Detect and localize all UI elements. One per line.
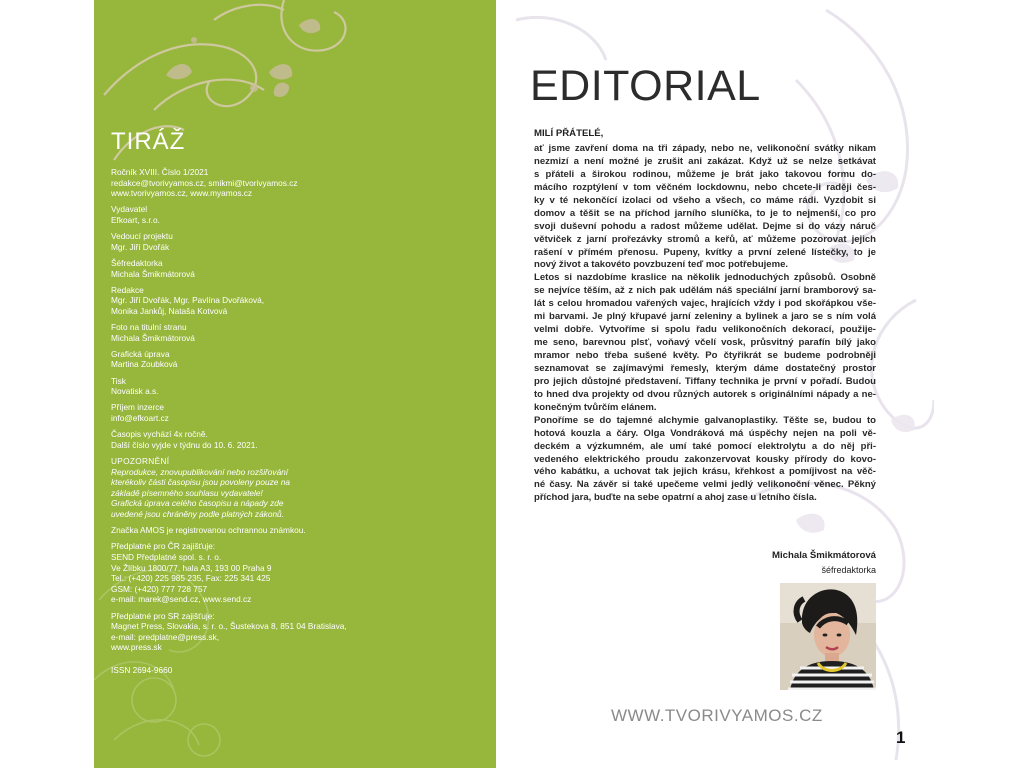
body-line: vého kabátku, a uchovat tak jejich krásu, křehkost a pomíjivost na věč- (534, 466, 876, 478)
project-lead-value: Mgr. Jiří Dvořák (111, 241, 170, 252)
body-line: seznamovat se zajímavými řemesly, kterým dáme dostatečný prostor (534, 362, 876, 374)
body-line: to hned dva projekty od dvou různých autorek s originálními nápady a ne- (534, 388, 876, 400)
project-lead-block (111, 231, 391, 252)
portrait-drawing (780, 583, 876, 690)
graphic-design-block (111, 349, 391, 370)
notice-line: Grafická úprava celého časopisu a nápady zde (111, 498, 284, 509)
body-line: svoji duševní pohodu a radost můžeme udělat. Dejme si do vázy náruč (534, 220, 876, 232)
body-line: nezmizí a není možné je zrušit ani zakázat. Když už se nelze setkávat (534, 155, 876, 167)
body-line: ky v té nekončící izolaci od všeho a všech, co máme rádi. Vyzdobit si (534, 194, 876, 206)
signature-role: šéfredaktorka (821, 565, 876, 575)
body-line: pro jejich důstojné představení. Tiffany technika je první v pořadí. Budou (534, 375, 876, 387)
subscription-cz-line: Ve Žlíbku 1800/77, hala A3, 193 00 Praha 9 (111, 562, 272, 573)
body-line: né časy. Na závěr si také upečeme velmi jedlý velikonoční věnec. Pěkný (534, 479, 876, 491)
salutation: MILÍ PŘÁTELÉ, (534, 128, 604, 139)
notice-block (111, 456, 391, 520)
website-url: WWW.TVORIVYAMOS.CZ (611, 706, 823, 725)
body-line: vedeného elektrického proudu zakonzervovat kousky přírody do kovo- (534, 453, 876, 465)
page-title: EDITORIAL (530, 62, 761, 110)
imprint-title: TIRÁŽ (111, 128, 186, 155)
body-line: ať jsme zavření doma na tři západy, nebo ne, velikonoční svátky nikam (534, 143, 876, 154)
body-line: Ponoříme se do tajemné alchymie galvanoplastiky. Těšte se, budou to (534, 414, 876, 426)
editor-in-chief-label: Šéfredaktorka (111, 257, 163, 268)
editor-in-chief-block (111, 258, 391, 279)
portrait-photo-icon (780, 583, 876, 690)
editor-in-chief-value: Michala Šmikmátorová (111, 268, 195, 279)
subscription-sk-block (111, 611, 391, 653)
body-line: mramor nebo třeba sušené květy. Po čtyřikrát se budeme podrobněji (534, 350, 876, 361)
issn-line: ISSN 2694-9660 (111, 664, 173, 675)
body-line: větviček z jarní prořezávky stromů a keřů, ať můžeme pozorovat jejich (534, 233, 876, 245)
body-line: rašení v přímém přenosu. Pupeny, kvítky a první zelené lístečky, to je (534, 246, 876, 258)
notice-line: kterékoliv části časopisu jsou povoleny pouze na (111, 477, 290, 488)
print-value: Novatisk a.s. (111, 386, 159, 397)
subscription-cz-line: GSM: (+420) 777 728 757 (111, 583, 208, 594)
body-line: deckém a výzkumném, ale umí také pomocí elektrolytu a do něj při- (534, 440, 876, 452)
ads-value: info@efkoart.cz (111, 413, 169, 424)
body-line: Letos si nazdobíme kraslice na několik jednoduchých způsobů. Osobně (534, 272, 876, 284)
cover-photo-label: Foto na titulní stranu (111, 322, 187, 333)
notice-line: Reprodukce, znovupublikování nebo rozšiřování (111, 466, 289, 477)
publisher-value: Efkoart, s.r.o. (111, 214, 160, 225)
notice-line: uvedené jsou chráněny podle platných zákonů. (111, 508, 284, 519)
subscription-cz-line: e-mail: marek@send.cz, www.send.cz (111, 594, 252, 605)
next-issue-line: Další číslo vyjde v týdnu do 10. 6. 2021. (111, 439, 258, 450)
editorial-staff-value: Monika Jankůj, Nataša Kotvová (111, 305, 228, 316)
editorial-staff-block (111, 285, 391, 317)
print-label: Tisk (111, 375, 126, 386)
editorial-body (534, 143, 876, 505)
body-line: mi barvami. Je plný křupavé jarní zeleniny a bylinek a jaro se s ním volá (534, 311, 876, 323)
ads-block (111, 402, 391, 423)
frequency-line: Časopis vychází 4x ročně. (111, 429, 208, 440)
issue-websites: www.tvorivyamos.cz, www.myamos.cz (111, 188, 253, 199)
frequency-block (111, 429, 391, 450)
cover-photo-block (111, 322, 391, 343)
issue-block (111, 167, 391, 199)
body-line: s přáteli a širokou rodinou, můžeme je brát jako takovou formu do- (534, 168, 876, 180)
issue-line: Ročník XVIII. Číslo 1/2021 (111, 167, 209, 177)
subscription-cz-block (111, 541, 391, 605)
subscription-cz-line: Tel.: (+420) 225 985 235, Fax: 225 341 425 (111, 573, 271, 584)
notice-label: UPOZORNĚNÍ (111, 456, 170, 466)
body-line: me seno, barevnou plsť, voňavý včelí vosk, průsvitný parafín bílý jako (534, 337, 876, 349)
body-line: mácího rozptýlení v tom věčném lockdownu, nebo chcete-li raději čes- (534, 181, 876, 193)
subscription-sk-line: Magnet Press, Slovakia, s. r. o., Šustekova 8, 851 04 Bratislava, (111, 621, 347, 632)
ads-label: Příjem inzerce (111, 402, 165, 413)
editorial-staff-label: Redakce (111, 284, 144, 295)
subscription-sk-line: www.press.sk (111, 642, 162, 653)
issue-emails: redakce@tvorivyamos.cz, smikmi@tvorivyamos.cz (111, 177, 298, 188)
issn-block (111, 665, 391, 676)
body-line: nový život a takovéto povzbuzení teď moc potřebujeme. (534, 259, 789, 271)
print-block (111, 376, 391, 397)
graphic-design-label: Grafická úprava (111, 348, 170, 359)
publisher-label: Vydavatel (111, 204, 148, 215)
body-line: se nejvíce těším, až z nich pak udělám náš speciální jarní bramborový sa- (534, 285, 876, 297)
trademark-block (111, 525, 391, 536)
cover-photo-value: Michala Šmikmátorová (111, 332, 195, 343)
body-line: lát s celou hromadou vařených vajec, hrajících vždy i pod skořápkou vše- (534, 298, 876, 310)
editorial-staff-value: Mgr. Jiří Dvořák, Mgr. Pavlína Dvořáková, (111, 295, 265, 306)
body-line: domov a těšit se na příchod jarního sluníčka, to je to nejmenší, co pro (534, 207, 876, 219)
trademark-line: Značka AMOS je registrovanou ochrannou známkou. (111, 525, 306, 536)
notice-line: základě písemného souhlasu vydavatele! (111, 487, 263, 498)
graphic-design-value: Martina Zoubková (111, 359, 178, 370)
body-line: hotová kouzla a čáry. Olga Vondráková má úspěchy nejen na poli vě- (534, 427, 876, 439)
publisher-block (111, 204, 391, 225)
subscription-cz-line: SEND Předplatné spol. s. r. o. (111, 551, 222, 562)
signature-name: Michala Šmikmátorová (772, 550, 876, 561)
page-number: 1 (896, 728, 906, 747)
body-line: velmi dobře. Vytvoříme si spolu řadu velikonočních dekorací, použije- (534, 324, 876, 336)
project-lead-label: Vedoucí projektu (111, 231, 173, 242)
subscription-sk-line: Předplatné pro SR zajišťuje: (111, 610, 215, 621)
imprint-text (111, 167, 391, 681)
subscription-cz-line: Předplatné pro ČR zajišťuje: (111, 541, 216, 552)
subscription-sk-line: e-mail: predplatne@press.sk, (111, 631, 220, 642)
body-line: příchod jara, buďte na sebe opatrní a ahoj zase u letního čísla. (534, 492, 817, 504)
body-line: konečným tvůrčím elánem. (534, 401, 657, 413)
